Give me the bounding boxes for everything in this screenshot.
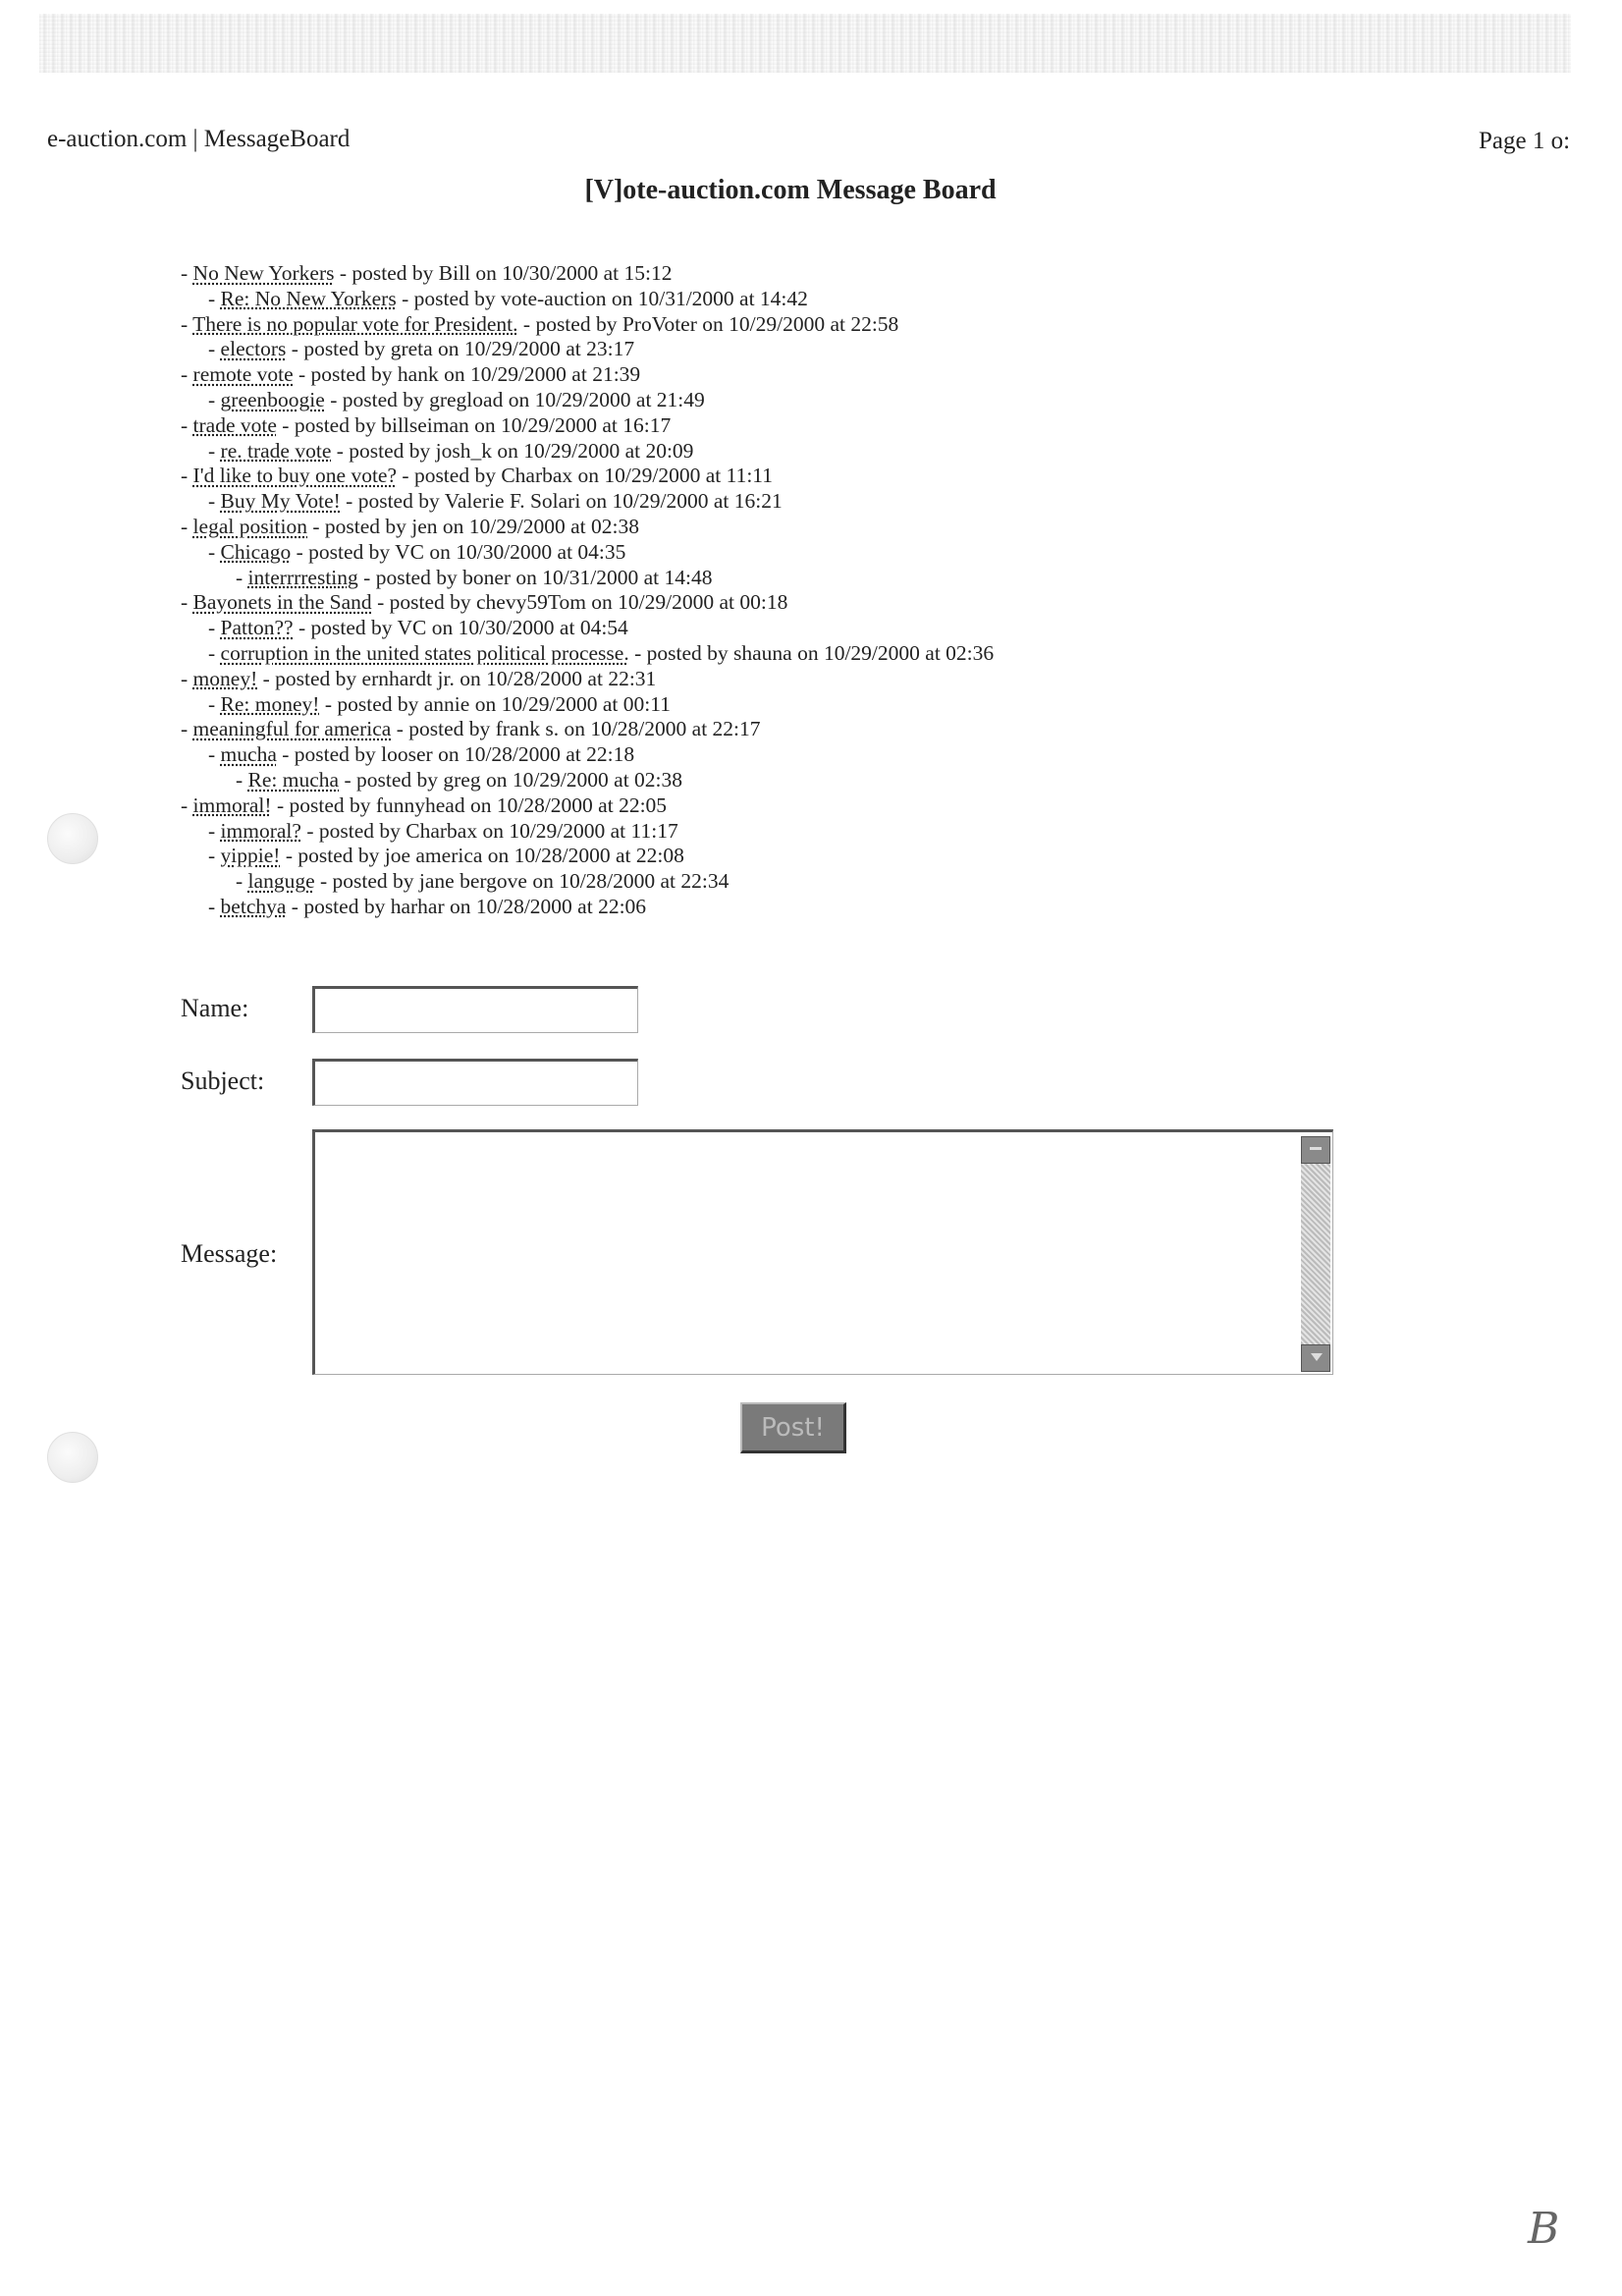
post-meta: - posted by harhar on 10/28/2000 at 22:06 — [286, 894, 647, 918]
post-bullet: - — [208, 894, 221, 918]
post-row — [181, 439, 1457, 465]
post-subject-link[interactable]: immoral? — [220, 818, 301, 843]
post-subject-link[interactable]: Bayonets in the Sand — [192, 590, 372, 615]
post-subject-link[interactable]: Chicago — [220, 539, 292, 564]
post-row — [181, 793, 1457, 819]
post-bullet: - — [208, 438, 221, 463]
post-subject-link[interactable]: I'd like to buy one vote? — [192, 464, 398, 488]
post-row — [181, 489, 1457, 515]
post-meta: - posted by greg on 10/29/2000 at 02:38 — [339, 767, 683, 792]
post-meta: - posted by hank on 10/29/2000 at 21:39 — [293, 362, 641, 387]
thread-list — [181, 261, 1457, 920]
post-bullet: - — [208, 286, 221, 310]
post-meta: - posted by boner on 10/31/2000 at 14:48 — [357, 565, 713, 589]
post-meta: - posted by jen on 10/29/2000 at 02:38 — [307, 514, 639, 538]
post-meta: - posted by billseiman on 10/29/2000 at 16:17 — [276, 412, 672, 437]
post-bullet: - — [208, 818, 221, 843]
post-subject-link[interactable]: money! — [192, 666, 258, 690]
post-meta: - posted by shauna on 10/29/2000 at 02:36 — [628, 640, 995, 665]
post-meta: - posted by VC on 10/30/2000 at 04:54 — [293, 616, 628, 640]
punch-hole-bottom — [47, 1432, 98, 1483]
post-meta: - posted by funnyhead on 10/28/2000 at 22:05 — [271, 793, 668, 817]
post-row — [181, 362, 1457, 388]
print-header-page: Page 1 o: — [1479, 128, 1571, 154]
post-meta: - posted by josh_k on 10/29/2000 at 20:09 — [331, 438, 694, 463]
post-row — [181, 515, 1457, 540]
post-subject-link[interactable]: No New Yorkers — [192, 261, 335, 285]
post-row — [181, 869, 1457, 895]
post-subject-link[interactable]: mucha — [220, 742, 277, 767]
post-bullet: - — [208, 844, 221, 868]
post-subject-link[interactable]: Buy My Vote! — [220, 489, 341, 514]
post-row — [181, 566, 1457, 591]
post-row — [181, 388, 1457, 413]
page-title: [V]ote-auction.com Message Board — [584, 175, 997, 205]
post-subject-link[interactable]: remote vote — [192, 362, 294, 387]
post-bullet: - — [181, 261, 193, 285]
post-meta: - posted by ProVoter on 10/29/2000 at 22:58 — [517, 311, 899, 336]
post-subject-link[interactable]: Re: No New Yorkers — [220, 286, 397, 310]
post-row — [181, 464, 1457, 489]
post-row — [181, 540, 1457, 566]
post-bullet: - — [208, 489, 221, 514]
post-meta: - posted by vote-auction on 10/31/2000 at 14:42 — [396, 286, 808, 310]
post-bullet: - — [208, 616, 221, 640]
post-bullet: - — [181, 412, 193, 437]
post-bullet: - — [181, 793, 193, 817]
post-meta: - posted by gregload on 10/29/2000 at 21:49 — [324, 387, 705, 411]
post-row — [181, 667, 1457, 692]
post-meta: - posted by Charbax on 10/29/2000 at 11:17 — [300, 818, 678, 843]
post-row — [181, 819, 1457, 845]
post-row — [181, 337, 1457, 362]
post-bullet: - — [208, 691, 221, 716]
post-meta: - posted by chevy59Tom on 10/29/2000 at 00:18 — [371, 590, 788, 615]
post-meta: - posted by looser on 10/28/2000 at 22:18 — [276, 742, 635, 767]
post-row — [181, 895, 1457, 920]
post-row — [181, 413, 1457, 439]
scan-noise-strip — [39, 14, 1571, 73]
post-row — [181, 312, 1457, 338]
post-subject-link[interactable]: meaningful for america — [192, 717, 392, 741]
post-subject-link[interactable]: languge — [247, 869, 315, 894]
post-meta: - posted by Valerie F. Solari on 10/29/2000 at 16:21 — [340, 489, 783, 514]
post-row — [181, 590, 1457, 616]
punch-hole-top — [47, 813, 98, 864]
post-row — [181, 261, 1457, 287]
subject-label: Subject: — [181, 1066, 265, 1095]
post-subject-link[interactable]: Re: mucha — [247, 767, 340, 792]
post-bullet: - — [181, 362, 193, 387]
post-row — [181, 287, 1457, 312]
message-label: Message: — [181, 1239, 278, 1268]
post-bullet: - — [208, 539, 221, 564]
post-button[interactable]: Post! — [740, 1402, 846, 1453]
post-subject-link[interactable]: Patton?? — [220, 616, 294, 640]
name-input[interactable] — [312, 986, 638, 1033]
post-bullet: - — [181, 311, 193, 336]
post-meta: - posted by annie on 10/29/2000 at 00:11 — [319, 691, 671, 716]
message-textarea[interactable] — [312, 1129, 1333, 1375]
post-bullet: - — [236, 869, 248, 894]
name-label: Name: — [181, 994, 249, 1022]
post-subject-link[interactable]: betchya — [220, 894, 287, 918]
subject-input[interactable] — [312, 1059, 638, 1106]
post-subject-link[interactable]: corruption in the united states political processe. — [220, 640, 629, 665]
post-bullet: - — [181, 514, 193, 538]
post-subject-link[interactable]: trade vote — [192, 412, 277, 437]
message-scrollbar[interactable] — [1301, 1136, 1330, 1372]
post-meta: - posted by Bill on 10/30/2000 at 15:12 — [334, 261, 673, 285]
post-row — [181, 692, 1457, 718]
post-meta: - posted by joe america on 10/28/2000 at 22:08 — [280, 844, 684, 868]
post-row — [181, 717, 1457, 742]
post-subject-link[interactable]: There is no popular vote for President. — [192, 311, 518, 336]
post-subject-link[interactable]: Re: money! — [220, 691, 320, 716]
post-row — [181, 742, 1457, 768]
post-row — [181, 768, 1457, 793]
post-bullet: - — [181, 666, 193, 690]
post-subject-link[interactable]: re. trade vote — [220, 438, 332, 463]
post-meta: - posted by greta on 10/29/2000 at 23:17 — [286, 337, 635, 361]
post-subject-link[interactable]: yippie! — [220, 844, 281, 868]
post-subject-link[interactable]: greenboogie — [220, 387, 325, 411]
post-bullet: - — [208, 742, 221, 767]
post-meta: - posted by frank s. on 10/28/2000 at 22:17 — [391, 717, 761, 741]
post-meta: - posted by jane bergove on 10/28/2000 at 22:34 — [314, 869, 730, 894]
post-meta: - posted by VC on 10/30/2000 at 04:35 — [291, 539, 626, 564]
post-subject-link[interactable]: interrrresting — [247, 565, 358, 589]
post-bullet: - — [236, 565, 248, 589]
post-bullet: - — [181, 464, 193, 488]
post-row — [181, 844, 1457, 869]
post-meta: - posted by Charbax on 10/29/2000 at 11:11 — [397, 464, 773, 488]
scroll-up-icon[interactable] — [1301, 1136, 1330, 1164]
post-subject-link[interactable]: legal position — [192, 514, 307, 538]
post-meta: - posted by ernhardt jr. on 10/28/2000 at 22:31 — [257, 666, 657, 690]
post-bullet: - — [181, 590, 193, 615]
post-row — [181, 641, 1457, 667]
post-subject-link[interactable]: immoral! — [192, 793, 272, 817]
post-subject-link[interactable]: electors — [220, 337, 287, 361]
print-header-site: e-auction.com | MessageBoard — [47, 126, 351, 152]
post-bullet: - — [208, 387, 221, 411]
post-bullet: - — [236, 767, 248, 792]
post-bullet: - — [181, 717, 193, 741]
scroll-down-icon[interactable] — [1301, 1344, 1330, 1372]
post-row — [181, 616, 1457, 641]
post-bullet: - — [208, 640, 221, 665]
handwritten-page-mark: B — [1528, 2204, 1560, 2254]
post-bullet: - — [208, 337, 221, 361]
